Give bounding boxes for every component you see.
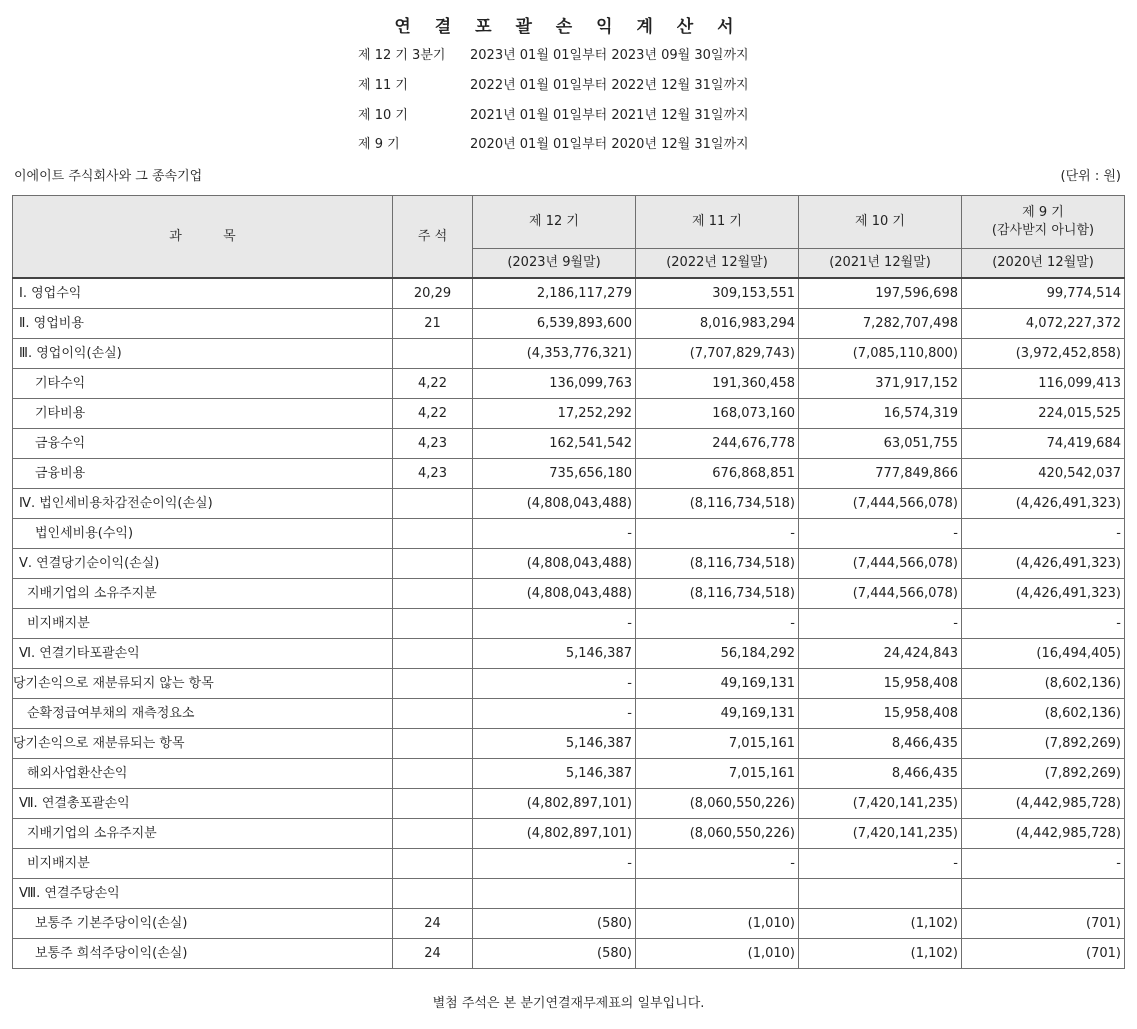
row-value: (7,085,110,800) bbox=[799, 339, 962, 369]
row-item-label: 비지배지분 bbox=[13, 609, 393, 639]
header-date-11: (2022년 12월말) bbox=[636, 249, 799, 279]
row-value: (7,444,566,078) bbox=[799, 579, 962, 609]
header-unaudited-label: (감사받지 아니함) bbox=[991, 223, 1095, 238]
row-value: (4,808,043,488) bbox=[473, 549, 636, 579]
row-value: 168,073,160 bbox=[636, 399, 799, 429]
row-item-label: 금융수익 bbox=[13, 429, 393, 459]
row-value: (4,442,985,728) bbox=[962, 819, 1125, 849]
row-value: (4,802,897,101) bbox=[473, 819, 636, 849]
row-value: - bbox=[799, 519, 962, 549]
period-range: 2022년 01월 01일부터 2022년 12월 31일까지 bbox=[470, 78, 749, 93]
row-item-label: 기타수익 bbox=[13, 369, 393, 399]
row-value: (4,442,985,728) bbox=[962, 789, 1125, 819]
row-value: - bbox=[473, 849, 636, 879]
row-note bbox=[393, 669, 473, 699]
row-value: - bbox=[473, 669, 636, 699]
row-note bbox=[393, 879, 473, 909]
row-value: 8,466,435 bbox=[799, 729, 962, 759]
table-row bbox=[13, 759, 1125, 789]
row-value: 24,424,843 bbox=[799, 639, 962, 669]
table-row bbox=[13, 909, 1125, 939]
header-period-11: 제 11 기 bbox=[636, 196, 799, 249]
row-item-label: Ⅰ. 영업수익 bbox=[13, 278, 393, 309]
table-row bbox=[13, 939, 1125, 969]
row-note bbox=[393, 639, 473, 669]
period-range: 2023년 01월 01일부터 2023년 09월 30일까지 bbox=[470, 48, 749, 63]
row-value: 116,099,413 bbox=[962, 369, 1125, 399]
period-line bbox=[358, 46, 749, 66]
table-row bbox=[13, 339, 1125, 369]
period-label: 제 10 기 bbox=[358, 108, 408, 123]
row-item-label: 지배기업의 소유주지분 bbox=[13, 579, 393, 609]
row-value: - bbox=[473, 519, 636, 549]
row-value: (580) bbox=[473, 909, 636, 939]
header-item: 과 목 bbox=[13, 196, 393, 279]
row-note bbox=[393, 849, 473, 879]
period-label: 제 12 기 3분기 bbox=[358, 48, 446, 63]
row-note: 20,29 bbox=[393, 278, 473, 309]
row-value: 197,596,698 bbox=[799, 278, 962, 309]
header-period-12: 제 12 기 bbox=[473, 196, 636, 249]
row-value: 6,539,893,600 bbox=[473, 309, 636, 339]
row-value: - bbox=[962, 849, 1125, 879]
row-value: (4,802,897,101) bbox=[473, 789, 636, 819]
row-value: 136,099,763 bbox=[473, 369, 636, 399]
row-note bbox=[393, 759, 473, 789]
row-value: 8,466,435 bbox=[799, 759, 962, 789]
row-value: (1,010) bbox=[636, 909, 799, 939]
row-value: 5,146,387 bbox=[473, 729, 636, 759]
row-value: (7,420,141,235) bbox=[799, 819, 962, 849]
row-item-label: Ⅴ. 연결당기순이익(손실) bbox=[13, 549, 393, 579]
row-value: (8,060,550,226) bbox=[636, 819, 799, 849]
row-note bbox=[393, 489, 473, 519]
table-row bbox=[13, 369, 1125, 399]
period-range: 2021년 01월 01일부터 2021년 12월 31일까지 bbox=[470, 108, 749, 123]
row-value: - bbox=[636, 609, 799, 639]
table-row bbox=[13, 789, 1125, 819]
row-value: - bbox=[799, 849, 962, 879]
row-note bbox=[393, 549, 473, 579]
row-item-label: 순확정급여부채의 재측정요소 bbox=[13, 699, 393, 729]
row-value: (4,426,491,323) bbox=[962, 579, 1125, 609]
period-range: 2020년 01월 01일부터 2020년 12월 31일까지 bbox=[470, 137, 749, 152]
row-note: 21 bbox=[393, 309, 473, 339]
row-note: 4,22 bbox=[393, 369, 473, 399]
row-value: 2,186,117,279 bbox=[473, 278, 636, 309]
row-note bbox=[393, 609, 473, 639]
row-value: 244,676,778 bbox=[636, 429, 799, 459]
row-value: - bbox=[636, 849, 799, 879]
table-row bbox=[13, 278, 1125, 309]
row-value: 99,774,514 bbox=[962, 278, 1125, 309]
row-value: (4,808,043,488) bbox=[473, 489, 636, 519]
row-value: 420,542,037 bbox=[962, 459, 1125, 489]
row-value: 309,153,551 bbox=[636, 278, 799, 309]
period-line bbox=[358, 135, 749, 155]
row-value: (7,892,269) bbox=[962, 759, 1125, 789]
period-label: 제 11 기 bbox=[358, 78, 408, 93]
row-item-label: 당기손익으로 재분류되지 않는 항목 bbox=[13, 669, 393, 699]
row-item-label: Ⅱ. 영업비용 bbox=[13, 309, 393, 339]
row-value: (580) bbox=[473, 939, 636, 969]
table-row bbox=[13, 879, 1125, 909]
row-item-label: 기타비용 bbox=[13, 399, 393, 429]
row-item-label: 비지배지분 bbox=[13, 849, 393, 879]
statement-body bbox=[13, 278, 1125, 969]
row-value: 74,419,684 bbox=[962, 429, 1125, 459]
table-row bbox=[13, 489, 1125, 519]
row-item-label: 당기손익으로 재분류되는 항목 bbox=[13, 729, 393, 759]
header-date-12: (2023년 9월말) bbox=[473, 249, 636, 279]
row-value: (4,808,043,488) bbox=[473, 579, 636, 609]
header-period-9 bbox=[962, 196, 1125, 249]
row-note bbox=[393, 699, 473, 729]
table-row bbox=[13, 459, 1125, 489]
row-value: (16,494,405) bbox=[962, 639, 1125, 669]
unit-label: (단위 : 원) bbox=[1060, 169, 1121, 184]
row-value: 676,868,851 bbox=[636, 459, 799, 489]
row-value: (4,353,776,321) bbox=[473, 339, 636, 369]
row-note: 4,23 bbox=[393, 429, 473, 459]
row-value: 7,015,161 bbox=[636, 759, 799, 789]
row-value: 8,016,983,294 bbox=[636, 309, 799, 339]
row-value: (4,426,491,323) bbox=[962, 549, 1125, 579]
row-value bbox=[962, 879, 1125, 909]
row-value: (701) bbox=[962, 939, 1125, 969]
footer-note: 별첨 주석은 본 분기연결재무제표의 일부입니다. bbox=[432, 996, 705, 1011]
row-note bbox=[393, 729, 473, 759]
table-row bbox=[13, 429, 1125, 459]
table-row bbox=[13, 639, 1125, 669]
row-value: (7,707,829,743) bbox=[636, 339, 799, 369]
row-value: 5,146,387 bbox=[473, 639, 636, 669]
table-row bbox=[13, 519, 1125, 549]
row-item-label: 법인세비용(수익) bbox=[13, 519, 393, 549]
period-line bbox=[358, 76, 749, 96]
income-statement-table bbox=[12, 195, 1125, 969]
period-line bbox=[358, 106, 749, 126]
row-value: (8,116,734,518) bbox=[636, 489, 799, 519]
row-note bbox=[393, 819, 473, 849]
row-value: 371,917,152 bbox=[799, 369, 962, 399]
row-value: 16,574,319 bbox=[799, 399, 962, 429]
period-label: 제 9 기 bbox=[358, 137, 400, 152]
row-item-label: Ⅲ. 영업이익(손실) bbox=[13, 339, 393, 369]
row-value: (8,116,734,518) bbox=[636, 549, 799, 579]
row-value: 49,169,131 bbox=[636, 699, 799, 729]
header-note: 주 석 bbox=[393, 196, 473, 279]
header-period-9-label: 제 9 기 bbox=[1022, 205, 1064, 220]
table-row bbox=[13, 849, 1125, 879]
row-value: 4,072,227,372 bbox=[962, 309, 1125, 339]
row-item-label: Ⅳ. 법인세비용차감전순이익(손실) bbox=[13, 489, 393, 519]
row-note bbox=[393, 339, 473, 369]
row-value bbox=[636, 879, 799, 909]
row-note bbox=[393, 789, 473, 819]
row-value: 777,849,866 bbox=[799, 459, 962, 489]
row-value: 15,958,408 bbox=[799, 699, 962, 729]
row-value: (8,116,734,518) bbox=[636, 579, 799, 609]
table-row bbox=[13, 819, 1125, 849]
row-item-label: 지배기업의 소유주지분 bbox=[13, 819, 393, 849]
row-value: (7,444,566,078) bbox=[799, 549, 962, 579]
row-value bbox=[799, 879, 962, 909]
company-name: 이에이트 주식회사와 그 종속기업 bbox=[14, 169, 203, 184]
header-date-10: (2021년 12월말) bbox=[799, 249, 962, 279]
row-item-label: 보통주 희석주당이익(손실) bbox=[13, 939, 393, 969]
table-row bbox=[13, 579, 1125, 609]
row-value: (1,102) bbox=[799, 939, 962, 969]
table-row bbox=[13, 609, 1125, 639]
row-note bbox=[393, 519, 473, 549]
row-value: 7,282,707,498 bbox=[799, 309, 962, 339]
header-period-10: 제 10 기 bbox=[799, 196, 962, 249]
row-value: 191,360,458 bbox=[636, 369, 799, 399]
table-row bbox=[13, 669, 1125, 699]
row-note bbox=[393, 579, 473, 609]
row-value: (7,444,566,078) bbox=[799, 489, 962, 519]
row-value: (1,102) bbox=[799, 909, 962, 939]
row-value: 7,015,161 bbox=[636, 729, 799, 759]
row-note: 4,23 bbox=[393, 459, 473, 489]
row-value: 49,169,131 bbox=[636, 669, 799, 699]
row-value: 63,051,755 bbox=[799, 429, 962, 459]
row-item-label: 해외사업환산손익 bbox=[13, 759, 393, 789]
table-row bbox=[13, 309, 1125, 339]
row-value: (8,602,136) bbox=[962, 669, 1125, 699]
row-value: - bbox=[636, 519, 799, 549]
row-value: - bbox=[473, 699, 636, 729]
row-item-label: 금융비용 bbox=[13, 459, 393, 489]
row-value: (1,010) bbox=[636, 939, 799, 969]
row-value: 56,184,292 bbox=[636, 639, 799, 669]
table-row bbox=[13, 699, 1125, 729]
row-value: - bbox=[473, 609, 636, 639]
row-value: 5,146,387 bbox=[473, 759, 636, 789]
row-value: (3,972,452,858) bbox=[962, 339, 1125, 369]
statement-title: 연 결 포 괄 손 익 계 산 서 bbox=[394, 17, 743, 37]
table-row bbox=[13, 729, 1125, 759]
row-note: 24 bbox=[393, 909, 473, 939]
row-value: 15,958,408 bbox=[799, 669, 962, 699]
row-note: 4,22 bbox=[393, 399, 473, 429]
row-item-label: Ⅶ. 연결총포괄손익 bbox=[13, 789, 393, 819]
row-value: 17,252,292 bbox=[473, 399, 636, 429]
row-value: 735,656,180 bbox=[473, 459, 636, 489]
header-date-9: (2020년 12월말) bbox=[962, 249, 1125, 279]
row-value: 162,541,542 bbox=[473, 429, 636, 459]
row-value: (8,602,136) bbox=[962, 699, 1125, 729]
row-note: 24 bbox=[393, 939, 473, 969]
row-value: (7,420,141,235) bbox=[799, 789, 962, 819]
row-item-label: Ⅵ. 연결기타포괄손익 bbox=[13, 639, 393, 669]
row-value: 224,015,525 bbox=[962, 399, 1125, 429]
row-value: - bbox=[962, 519, 1125, 549]
row-item-label: 보통주 기본주당이익(손실) bbox=[13, 909, 393, 939]
row-value: (8,060,550,226) bbox=[636, 789, 799, 819]
table-row bbox=[13, 549, 1125, 579]
row-value: (4,426,491,323) bbox=[962, 489, 1125, 519]
row-value: - bbox=[799, 609, 962, 639]
row-item-label: Ⅷ. 연결주당손익 bbox=[13, 879, 393, 909]
row-value: - bbox=[962, 609, 1125, 639]
row-value: (701) bbox=[962, 909, 1125, 939]
row-value bbox=[473, 879, 636, 909]
table-row bbox=[13, 399, 1125, 429]
row-value: (7,892,269) bbox=[962, 729, 1125, 759]
